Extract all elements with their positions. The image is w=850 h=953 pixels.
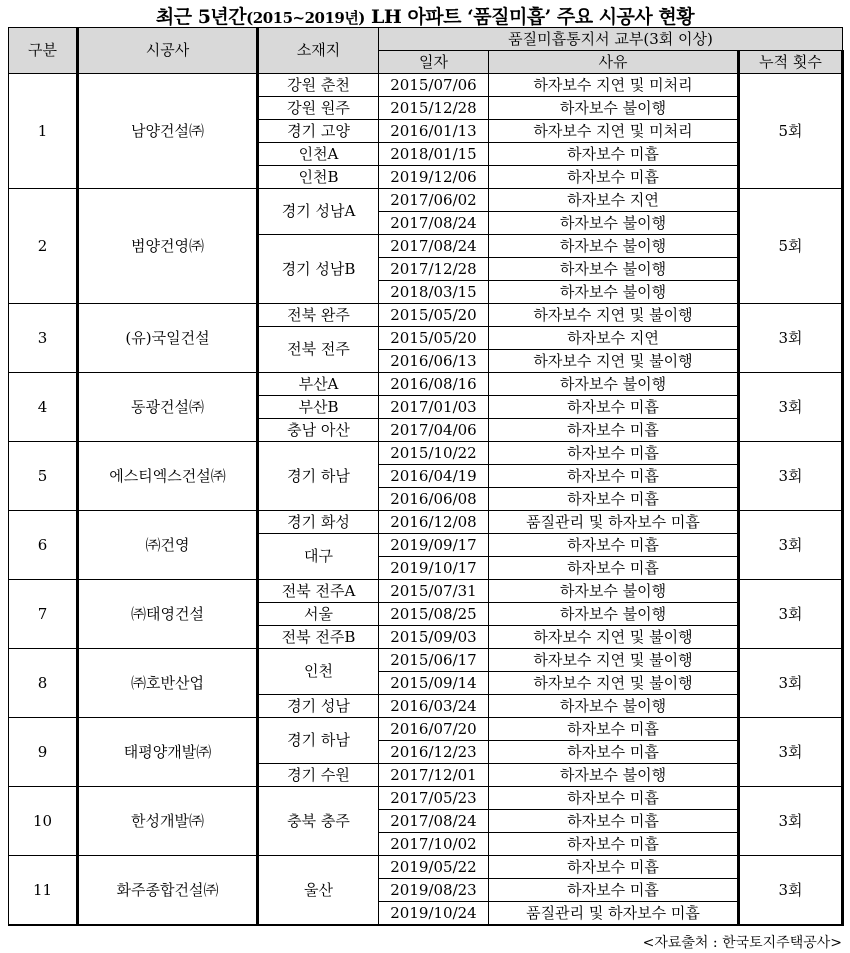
location: 경기 화성 <box>258 511 379 534</box>
notice-reason: 하자보수 지연 및 불이행 <box>489 649 739 672</box>
table-row <box>9 856 843 879</box>
location: 강원 춘천 <box>258 74 379 97</box>
table-row <box>9 74 843 97</box>
group-number: 6 <box>9 511 78 580</box>
location: 강원 원주 <box>258 97 379 120</box>
title-prefix: 최근 5년간 <box>155 6 247 28</box>
location: 경기 수원 <box>258 764 379 787</box>
table-row <box>9 649 843 672</box>
notice-date: 2017/12/01 <box>379 764 489 787</box>
cumulative-count: 3회 <box>739 649 843 718</box>
notice-reason: 하자보수 미흡 <box>489 143 739 166</box>
group-number: 1 <box>9 74 78 189</box>
location: 전북 전주B <box>258 626 379 649</box>
notice-date: 2019/09/17 <box>379 534 489 557</box>
notice-reason: 하자보수 불이행 <box>489 603 739 626</box>
location: 전북 완주 <box>258 304 379 327</box>
notice-date: 2015/06/17 <box>379 649 489 672</box>
table-row <box>9 373 843 396</box>
contractor-table <box>8 27 844 926</box>
group-number: 9 <box>9 718 78 787</box>
group-number: 10 <box>9 787 78 856</box>
location: 인천A <box>258 143 379 166</box>
location: 경기 하남 <box>258 718 379 764</box>
notice-reason: 하자보수 불이행 <box>489 580 739 603</box>
cumulative-count: 3회 <box>739 580 843 649</box>
location: 충남 아산 <box>258 419 379 442</box>
notice-reason: 하자보수 지연 및 불이행 <box>489 672 739 695</box>
notice-date: 2015/10/22 <box>379 442 489 465</box>
company-name: (유)국일건설 <box>78 304 258 373</box>
notice-reason: 하자보수 지연 및 불이행 <box>489 626 739 649</box>
notice-reason: 하자보수 미흡 <box>489 741 739 764</box>
location: 대구 <box>258 534 379 580</box>
source-note: <자료출처 : 한국토지주택공사> <box>642 935 842 951</box>
company-name: ㈜태영건설 <box>78 580 258 649</box>
company-name: 범양건영㈜ <box>78 189 258 304</box>
notice-reason: 하자보수 불이행 <box>489 212 739 235</box>
notice-reason: 하자보수 지연 및 미처리 <box>489 74 739 97</box>
notice-date: 2019/10/17 <box>379 557 489 580</box>
notice-date: 2017/05/23 <box>379 787 489 810</box>
cumulative-count: 3회 <box>739 442 843 511</box>
notice-date: 2016/12/08 <box>379 511 489 534</box>
notice-date: 2019/12/06 <box>379 166 489 189</box>
notice-date: 2015/09/14 <box>379 672 489 695</box>
notice-reason: 하자보수 미흡 <box>489 465 739 488</box>
notice-reason: 품질관리 및 하자보수 미흡 <box>489 511 739 534</box>
notice-reason: 하자보수 불이행 <box>489 97 739 120</box>
notice-reason: 하자보수 지연 및 불이행 <box>489 304 739 327</box>
notice-reason: 하자보수 불이행 <box>489 235 739 258</box>
notice-date: 2017/06/02 <box>379 189 489 212</box>
page-title <box>0 2 850 29</box>
cumulative-count: 3회 <box>739 511 843 580</box>
notice-date: 2016/08/16 <box>379 373 489 396</box>
company-name: ㈜호반산업 <box>78 649 258 718</box>
notice-date: 2016/04/19 <box>379 465 489 488</box>
notice-date: 2017/04/06 <box>379 419 489 442</box>
notice-date: 2017/08/24 <box>379 212 489 235</box>
notice-reason: 하자보수 미흡 <box>489 442 739 465</box>
cumulative-count: 3회 <box>739 787 843 856</box>
group-number: 8 <box>9 649 78 718</box>
location: 경기 하남 <box>258 442 379 511</box>
notice-date: 2018/03/15 <box>379 281 489 304</box>
company-name: 한성개발㈜ <box>78 787 258 856</box>
location: 서울 <box>258 603 379 626</box>
notice-date: 2016/12/23 <box>379 741 489 764</box>
notice-date: 2016/06/08 <box>379 488 489 511</box>
company-name: 남양건설㈜ <box>78 74 258 189</box>
notice-reason: 하자보수 지연 <box>489 327 739 350</box>
header-count: 누적 횟수 <box>739 51 843 74</box>
notice-date: 2015/05/20 <box>379 304 489 327</box>
notice-reason: 하자보수 미흡 <box>489 557 739 580</box>
notice-reason: 하자보수 미흡 <box>489 534 739 557</box>
table-row <box>9 511 843 534</box>
company-name: 태평양개발㈜ <box>78 718 258 787</box>
cumulative-count: 3회 <box>739 373 843 442</box>
notice-reason: 하자보수 미흡 <box>489 856 739 879</box>
header-no: 구분 <box>9 28 78 74</box>
notice-reason: 하자보수 불이행 <box>489 373 739 396</box>
company-name: ㈜건영 <box>78 511 258 580</box>
location: 울산 <box>258 856 379 926</box>
header-location: 소재지 <box>258 28 379 74</box>
table-row <box>9 442 843 465</box>
group-number: 11 <box>9 856 78 926</box>
cumulative-count: 3회 <box>739 856 843 926</box>
notice-date: 2019/08/23 <box>379 879 489 902</box>
notice-reason: 하자보수 미흡 <box>489 419 739 442</box>
location: 충북 충주 <box>258 787 379 856</box>
table-row <box>9 189 843 212</box>
company-name: 동광건설㈜ <box>78 373 258 442</box>
table-row <box>9 304 843 327</box>
table-row <box>9 787 843 810</box>
group-number: 4 <box>9 373 78 442</box>
location: 전북 전주A <box>258 580 379 603</box>
header-date: 일자 <box>379 51 489 74</box>
group-number: 7 <box>9 580 78 649</box>
notice-date: 2017/08/24 <box>379 235 489 258</box>
header-notice: 품질미흡통지서 교부(3회 이상) <box>379 28 843 51</box>
location: 인천B <box>258 166 379 189</box>
header-company: 시공사 <box>78 28 258 74</box>
cumulative-count: 5회 <box>739 74 843 189</box>
cumulative-count: 3회 <box>739 304 843 373</box>
location: 부산B <box>258 396 379 419</box>
company-name: 에스티엑스건설㈜ <box>78 442 258 511</box>
notice-reason: 하자보수 지연 및 불이행 <box>489 350 739 373</box>
group-number: 5 <box>9 442 78 511</box>
table-row <box>9 580 843 603</box>
notice-date: 2018/01/15 <box>379 143 489 166</box>
title-suffix: LH 아파트 ‘품질미흡’ 주요 시공사 현황 <box>364 6 695 28</box>
notice-date: 2015/07/06 <box>379 74 489 97</box>
location: 경기 성남A <box>258 189 379 235</box>
notice-date: 2017/12/28 <box>379 258 489 281</box>
cumulative-count: 3회 <box>739 718 843 787</box>
notice-date: 2017/01/03 <box>379 396 489 419</box>
notice-reason: 하자보수 지연 및 미처리 <box>489 120 739 143</box>
notice-reason: 하자보수 미흡 <box>489 810 739 833</box>
notice-reason: 하자보수 미흡 <box>489 787 739 810</box>
notice-date: 2019/05/22 <box>379 856 489 879</box>
location: 경기 성남B <box>258 235 379 304</box>
notice-date: 2016/06/13 <box>379 350 489 373</box>
notice-reason: 하자보수 미흡 <box>489 166 739 189</box>
notice-reason: 하자보수 미흡 <box>489 718 739 741</box>
notice-date: 2015/08/25 <box>379 603 489 626</box>
group-number: 3 <box>9 304 78 373</box>
notice-reason: 하자보수 미흡 <box>489 488 739 511</box>
notice-date: 2019/10/24 <box>379 902 489 926</box>
cumulative-count: 5회 <box>739 189 843 304</box>
notice-date: 2016/03/24 <box>379 695 489 718</box>
notice-reason: 하자보수 불이행 <box>489 258 739 281</box>
notice-date: 2016/07/20 <box>379 718 489 741</box>
location: 전북 전주 <box>258 327 379 373</box>
notice-reason: 하자보수 불이행 <box>489 281 739 304</box>
notice-date: 2015/12/28 <box>379 97 489 120</box>
notice-reason: 하자보수 미흡 <box>489 833 739 856</box>
company-name: 화주종합건설㈜ <box>78 856 258 926</box>
notice-date: 2017/10/02 <box>379 833 489 856</box>
notice-date: 2015/09/03 <box>379 626 489 649</box>
notice-date: 2016/01/13 <box>379 120 489 143</box>
location: 경기 고양 <box>258 120 379 143</box>
table-body <box>9 74 843 926</box>
group-number: 2 <box>9 189 78 304</box>
table-row <box>9 718 843 741</box>
header-reason: 사유 <box>489 51 739 74</box>
notice-date: 2015/07/31 <box>379 580 489 603</box>
notice-date: 2017/08/24 <box>379 810 489 833</box>
location: 인천 <box>258 649 379 695</box>
notice-date: 2015/05/20 <box>379 327 489 350</box>
notice-reason: 하자보수 불이행 <box>489 695 739 718</box>
notice-reason: 하자보수 불이행 <box>489 764 739 787</box>
notice-reason: 하자보수 미흡 <box>489 879 739 902</box>
location: 부산A <box>258 373 379 396</box>
title-range: (2015~2019년) <box>246 9 365 27</box>
notice-reason: 하자보수 미흡 <box>489 396 739 419</box>
notice-reason: 품질관리 및 하자보수 미흡 <box>489 902 739 926</box>
notice-reason: 하자보수 지연 <box>489 189 739 212</box>
location: 경기 성남 <box>258 695 379 718</box>
